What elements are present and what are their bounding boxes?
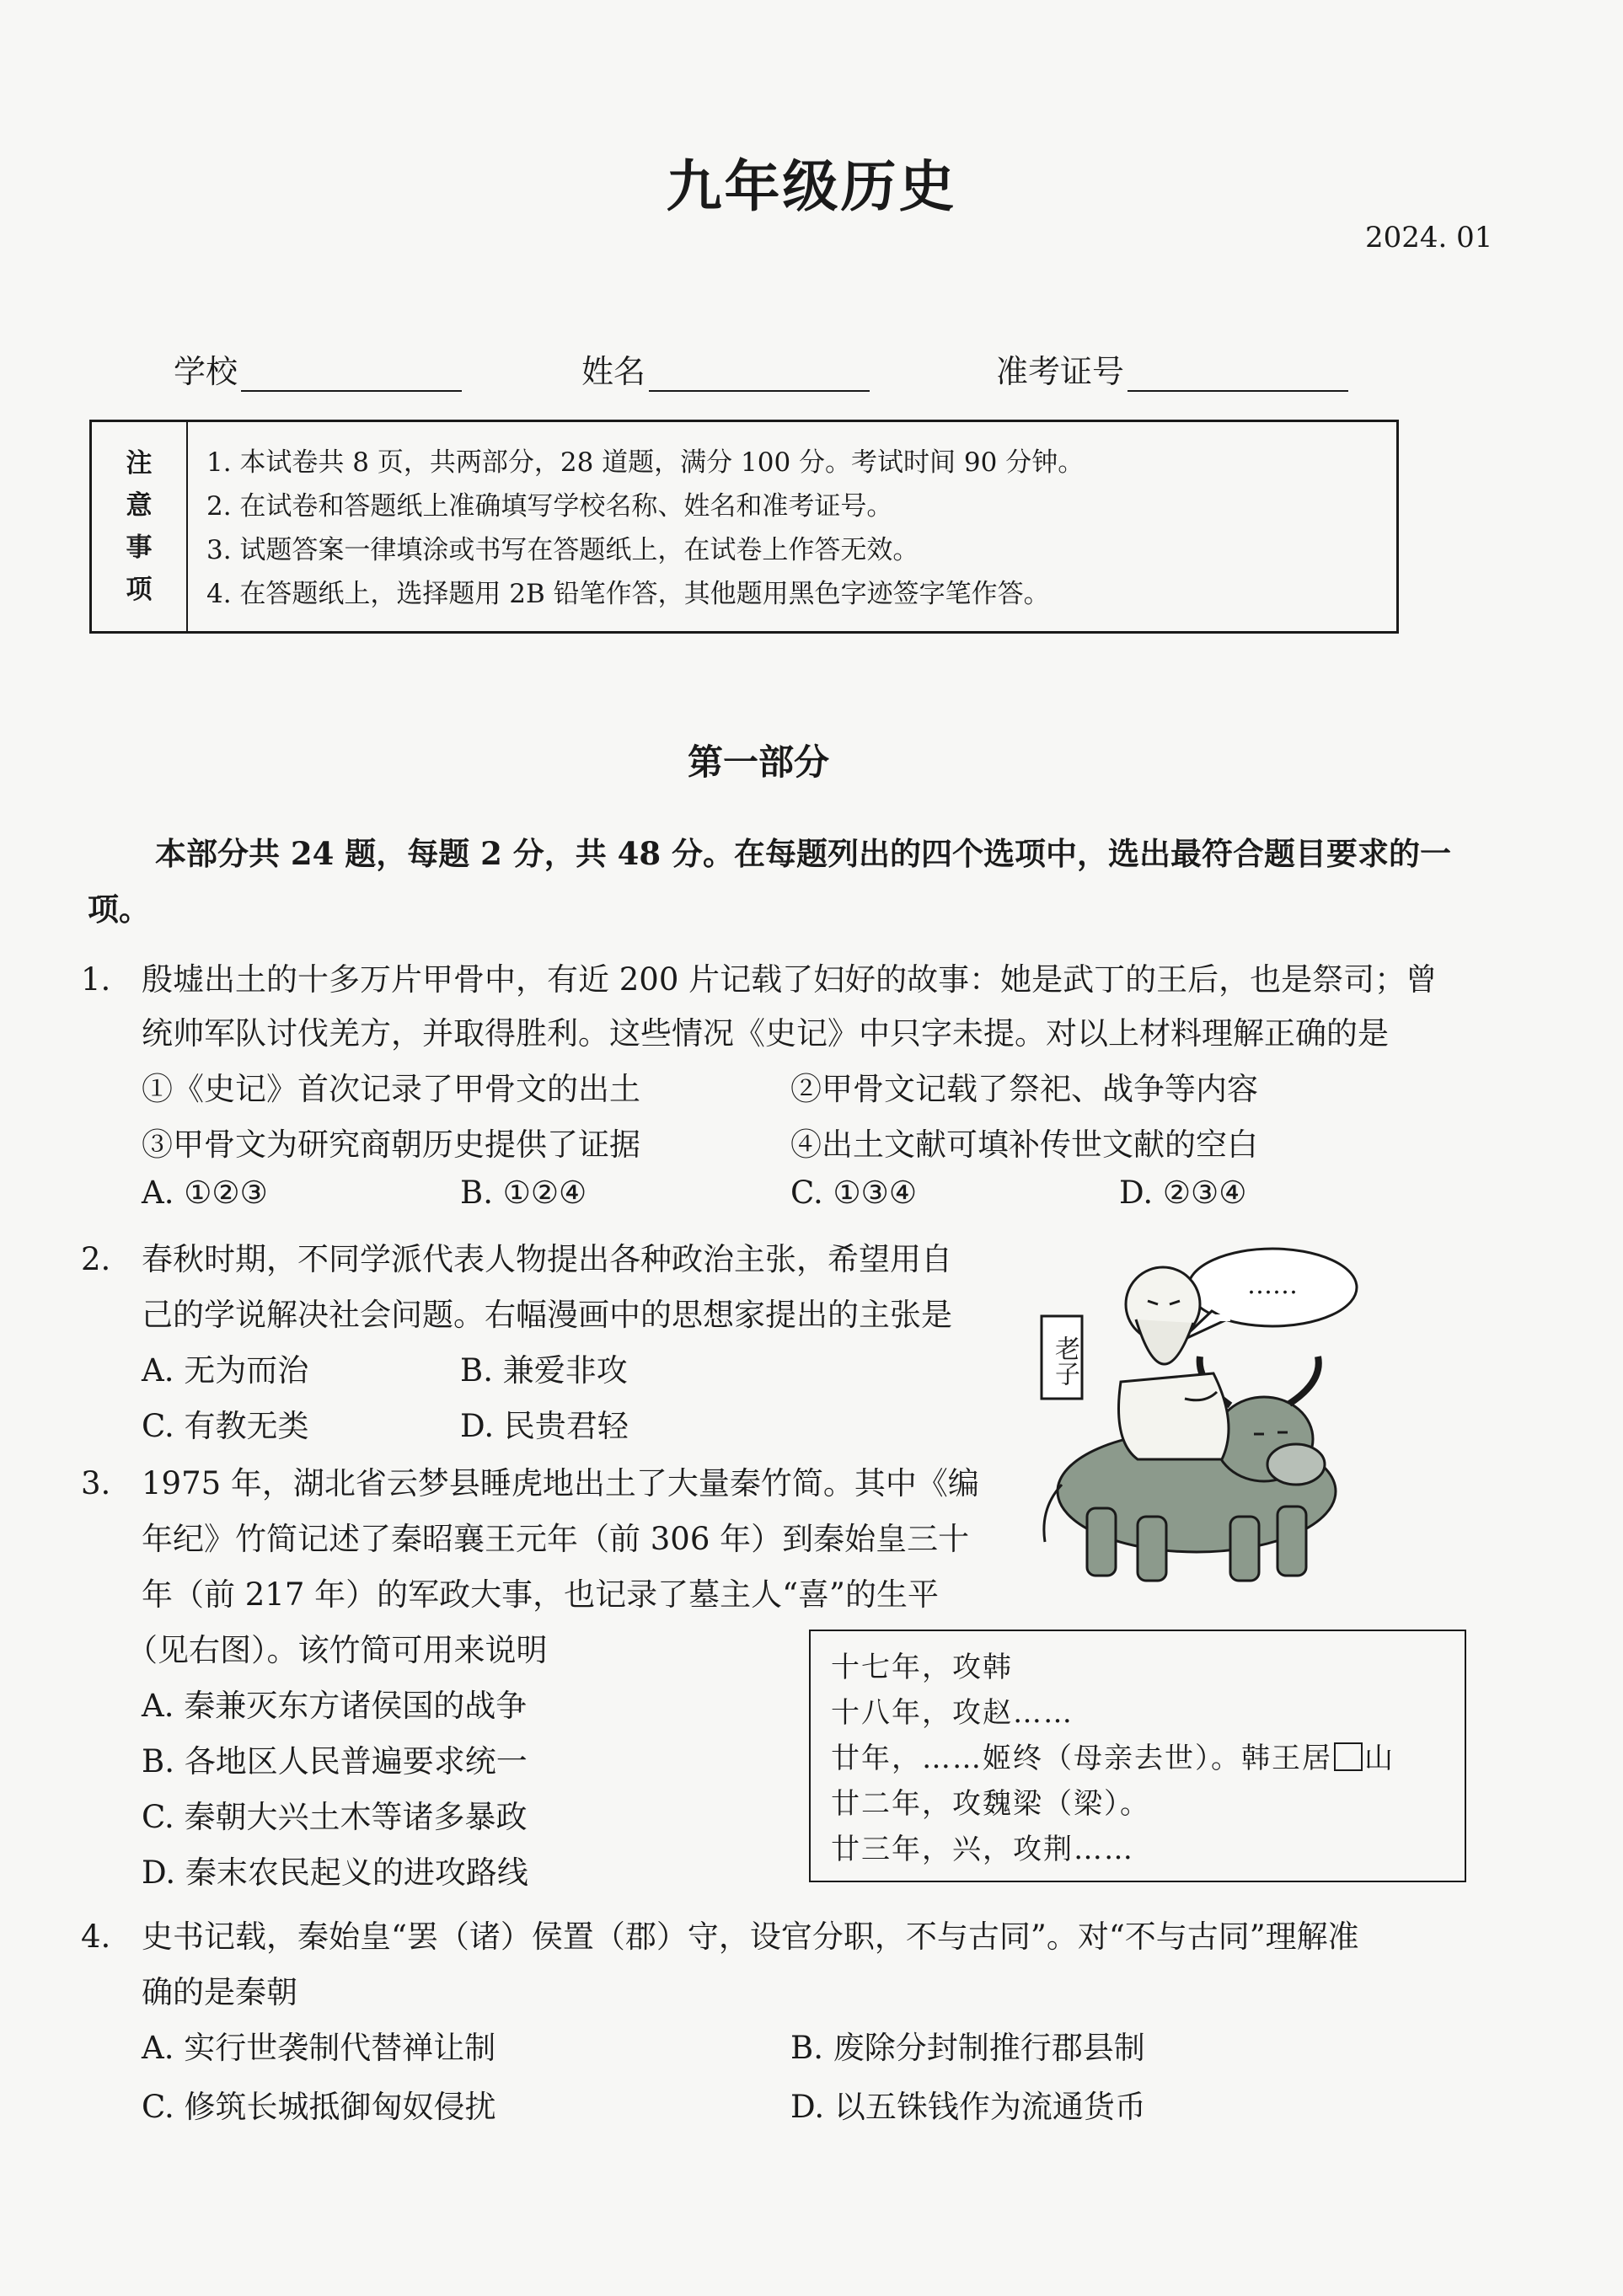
school-field	[174, 345, 462, 392]
question-3-line-4: （见右图）。该竹简可用来说明	[126, 1632, 548, 1668]
excerpt-line: 廿二年，攻魏梁（梁）。	[831, 1787, 1150, 1821]
question-4-line-2: 确的是秦朝	[142, 1974, 297, 2010]
question-1-line-2: 统帅军队讨伐羌方，并取得胜利。这些情况《史记》中只字未提。对以上材料理解正确的是	[142, 1015, 1389, 1052]
page-title: 九年级历史	[666, 153, 957, 219]
question-text: 史书记载，秦始皇“罢（诸）侯置（郡）守，设官分职，不与古同”。对“不与古同”理解准	[142, 1919, 1359, 1955]
exam-date: 2024. 01	[1365, 221, 1493, 254]
question-3-line-1	[81, 1458, 979, 1503]
option-b: B. 废除分封制推行郡县制	[790, 2030, 1145, 2066]
option-c: C. 秦朝大兴土木等诸多暴政	[142, 1799, 528, 1835]
missing-character-box	[1334, 1742, 1363, 1771]
excerpt-line: 十八年，攻赵……	[831, 1696, 1074, 1730]
question-text: 殷墟出土的十多万片甲骨中，有近 200 片记载了妇好的故事：她是武丁的王后，也是祭司；曾	[142, 961, 1438, 998]
option-b: B. 各地区人民普遍要求统一	[142, 1743, 528, 1780]
question-4-line-1	[81, 1911, 1359, 1956]
option-b: B. ①②④	[460, 1175, 587, 1211]
name-blank	[649, 353, 870, 392]
option-d: D. 民贵君轻	[460, 1408, 629, 1444]
option-a: A. ①②③	[142, 1175, 268, 1211]
question-text: 1975 年，湖北省云梦县睡虎地出土了大量秦竹简。其中《编	[142, 1465, 979, 1501]
notice-item: 4. 在答题纸上，选择题用 2B 铅笔作答，其他题用黑色字迹签字笔作答。	[206, 579, 1050, 609]
speech-bubble-text: ……	[1247, 1271, 1298, 1300]
option-a: A. 实行世袭制代替禅让制	[142, 2030, 496, 2066]
excerpt-text: 山	[1364, 1742, 1395, 1775]
excerpt-line	[831, 1736, 1444, 1781]
notice-box	[89, 420, 1399, 634]
section-title: 第一部分	[687, 741, 829, 783]
question-3-line-2: 年纪》竹简记述了秦昭襄王元年（前 306 年）到秦始皇三十	[142, 1521, 970, 1557]
question-text: 春秋时期，不同学派代表人物提出各种政治主张，希望用自	[142, 1241, 952, 1277]
cartoon-label: 老子	[1050, 1335, 1079, 1386]
statement-1: ①《史记》首次记录了甲骨文的出土	[142, 1071, 640, 1107]
name-label: 姓名	[581, 353, 646, 390]
option-a: A. 秦兼灭东方诸侯国的战争	[142, 1688, 528, 1724]
notice-item: 3. 试题答案一律填涂或书写在答题纸上，在试卷上作答无效。	[206, 535, 919, 565]
question-3-line-3: 年（前 217 年）的军政大事，也记录了墓主人“喜”的生平	[142, 1576, 939, 1613]
laozi-cartoon	[1028, 1239, 1365, 1592]
bamboo-slip-excerpt	[809, 1630, 1466, 1882]
exam-id-field	[996, 345, 1348, 392]
question-number: 4.	[81, 1919, 111, 1955]
school-label: 学校	[174, 353, 238, 390]
question-number: 2.	[81, 1241, 111, 1277]
notice-item: 2. 在试卷和答题纸上准确填写学校名称、姓名和准考证号。	[206, 491, 893, 522]
school-blank	[241, 353, 462, 392]
excerpt-line: 廿三年，兴，攻荆……	[831, 1833, 1134, 1866]
question-number: 1.	[81, 961, 111, 998]
option-d: D. 秦末农民起义的进攻路线	[142, 1854, 528, 1891]
question-number: 3.	[81, 1465, 111, 1501]
excerpt-text: 廿年，……姬终（母亲去世）。韩王居	[831, 1742, 1332, 1775]
notice-label-char: 意	[126, 490, 153, 521]
excerpt-line: 十七年，攻韩	[831, 1651, 1013, 1684]
notice-label-char: 项	[126, 575, 153, 605]
statement-4: ④出土文献可填补传世文献的空白	[790, 1127, 1258, 1163]
name-field	[581, 345, 870, 392]
notice-label-char: 注	[126, 448, 153, 479]
section-intro: 本部分共 24 题，每题 2 分，共 48 分。在每题列出的四个选项中，选出最符合题目要求的一项。	[88, 835, 1452, 928]
statement-3: ③甲骨文为研究商朝历史提供了证据	[142, 1127, 640, 1163]
option-d: D. ②③④	[1119, 1175, 1247, 1211]
option-c: C. 有教无类	[142, 1408, 309, 1444]
option-a: A. 无为而治	[142, 1352, 309, 1389]
notice-label	[92, 422, 188, 631]
question-1-line-1	[81, 954, 1437, 999]
notice-label-char: 事	[126, 533, 153, 563]
notice-items	[188, 422, 1084, 631]
statement-2: ②甲骨文记载了祭祀、战争等内容	[790, 1071, 1258, 1107]
question-2-line-2: 己的学说解决社会问题。右幅漫画中的思想家提出的主张是	[142, 1297, 952, 1333]
option-d: D. 以五铢钱作为流通货币	[790, 2089, 1146, 2125]
option-c: C. 修筑长城抵御匈奴侵扰	[142, 2089, 496, 2125]
exam-id-blank	[1128, 353, 1348, 392]
exam-id-label: 准考证号	[996, 353, 1125, 390]
option-b: B. 兼爱非攻	[460, 1352, 628, 1389]
notice-item: 1. 本试卷共 8 页，共两部分，28 道题，满分 100 分。考试时间 90 分钟。	[206, 447, 1085, 478]
question-2-line-1	[81, 1234, 952, 1279]
option-c: C. ①③④	[790, 1175, 918, 1211]
